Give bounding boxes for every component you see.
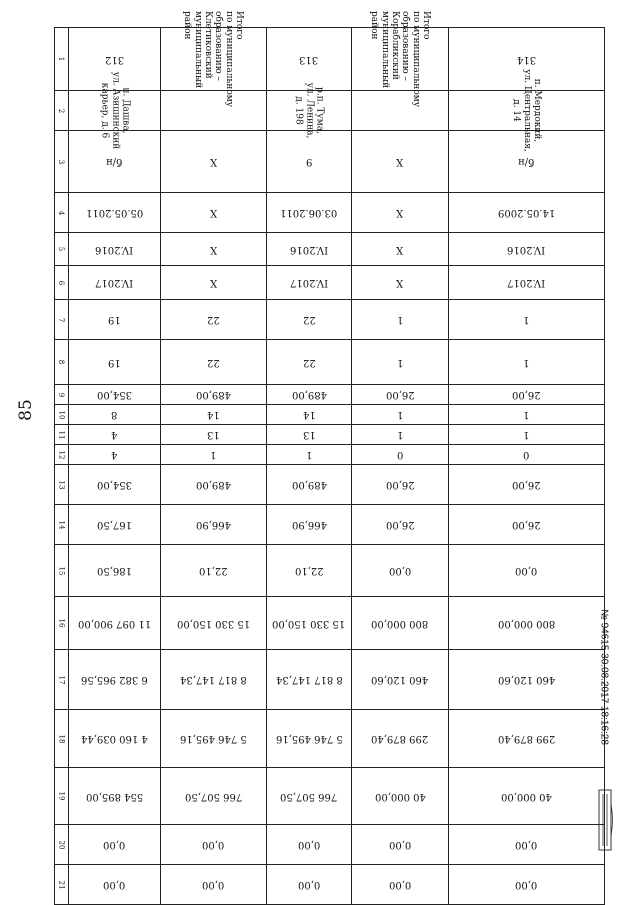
cell-value: 26,00 (385, 519, 415, 531)
cell-value: 1 (210, 449, 217, 461)
cell-value: X (396, 207, 404, 219)
cell-value: 0,00 (297, 839, 321, 851)
cell-value: 05.05.2011 (85, 207, 144, 219)
table-cell (449, 266, 605, 300)
table-cell (352, 545, 449, 597)
cell-value: IV.2017 (95, 277, 134, 289)
table-cell (449, 505, 605, 545)
table-cell (69, 465, 161, 505)
table-cell (449, 340, 605, 385)
table-cell (161, 425, 267, 445)
table-column-18 (55, 710, 605, 768)
cell-value: Итого по муниципальному образованию – Корабликский муниципальный район (369, 11, 432, 108)
cell-value: 26,00 (385, 479, 415, 491)
cell-value: 0,00 (202, 879, 225, 891)
table-cell (267, 445, 352, 465)
table-column-14 (55, 505, 605, 545)
table-cell (352, 266, 449, 300)
table-cell (161, 865, 267, 905)
cell-value: X (209, 207, 218, 219)
cell-value: 766 507,50 (280, 790, 338, 802)
table-cell (352, 865, 449, 905)
cell-value: 489,00 (291, 479, 327, 491)
table-cell (161, 193, 267, 233)
cell-value: 460 120,60 (497, 674, 556, 686)
cell-value: 0,00 (515, 879, 538, 891)
table-cell (69, 865, 161, 905)
cell-value: 14 (207, 409, 220, 421)
column-number: 19 (57, 791, 66, 801)
cell-value: 13 (302, 429, 316, 441)
cell-value: X (209, 243, 218, 255)
column-number: 6 (57, 280, 66, 285)
cell-value: 22 (207, 356, 220, 368)
table-cell (161, 465, 267, 505)
table-cell (267, 340, 352, 385)
column-number: 20 (57, 840, 66, 850)
table-cell (69, 71, 161, 150)
table-cell (449, 545, 605, 597)
table-cell (69, 425, 161, 445)
cell-value: б/н (106, 156, 123, 168)
table-cell (449, 710, 605, 768)
table-cell (352, 193, 449, 233)
table-cell (352, 340, 449, 385)
table-column-7 (55, 300, 605, 340)
column-number: 11 (57, 430, 66, 440)
cell-value: 9 (305, 156, 313, 168)
column-number: 2 (57, 108, 66, 113)
table-cell (449, 465, 605, 505)
cell-value: IV.2016 (95, 243, 134, 255)
table-cell (449, 425, 605, 445)
column-number-cell (55, 597, 69, 650)
cell-value: 167,50 (97, 519, 132, 531)
cell-value: 354,00 (97, 389, 132, 401)
table-cell (352, 425, 449, 445)
table-column-13 (55, 465, 605, 505)
column-number-cell (55, 710, 69, 768)
cell-value: 299 879,40 (497, 733, 556, 745)
cell-value: X (396, 156, 404, 168)
column-number-cell (55, 505, 69, 545)
table-cell (449, 193, 605, 233)
table-cell (449, 597, 605, 650)
table-column-4 (55, 193, 605, 233)
column-number-cell (55, 825, 69, 865)
table-cell (69, 710, 161, 768)
column-number: 21 (57, 880, 66, 890)
cell-value: 8 817 147,34 (180, 674, 247, 686)
table-column-5 (55, 233, 605, 266)
table-cell (161, 233, 267, 266)
column-number-cell (55, 445, 69, 465)
table-cell (267, 710, 352, 768)
table-column-15 (55, 545, 605, 597)
footer-stamp-text: № 94615 30.08.2017 18:16:28 (598, 609, 610, 745)
cell-value: 0,00 (297, 879, 321, 891)
table-cell (352, 465, 449, 505)
column-number-cell (55, 545, 69, 597)
cell-value: 4 (111, 449, 118, 461)
table-cell (267, 825, 352, 865)
cell-value: 0 (523, 449, 530, 461)
cell-value: 19 (108, 314, 121, 326)
column-number: 15 (57, 566, 66, 576)
table-column-17 (55, 650, 605, 710)
column-number: 12 (57, 450, 66, 460)
cell-value: 0 (396, 449, 404, 461)
cell-value: 800 000,00 (497, 617, 556, 629)
column-number-cell (55, 193, 69, 233)
column-number-cell (55, 385, 69, 405)
cell-value: 299 879,40 (371, 733, 429, 745)
cell-value: X (396, 243, 404, 255)
table-column-9 (55, 385, 605, 405)
cell-value: 8 (111, 409, 118, 421)
cell-value: 0,00 (103, 879, 126, 891)
cell-value: р.п. Тума, ул. Ленина, д. 198 (293, 82, 325, 139)
table-column-20 (55, 825, 605, 865)
cell-value: IV.2017 (507, 277, 546, 289)
table-cell (161, 505, 267, 545)
column-number-cell (55, 300, 69, 340)
column-number: 18 (57, 734, 66, 744)
column-number: 9 (57, 392, 66, 397)
table-cell (352, 768, 449, 825)
table-cell (161, 340, 267, 385)
table-cell (267, 865, 352, 905)
cell-value: 1 (523, 314, 530, 326)
table-cell (161, 445, 267, 465)
table-cell (352, 710, 449, 768)
table-cell (352, 11, 449, 108)
table-cell (267, 597, 352, 650)
column-number-cell (55, 340, 69, 385)
cell-value: 26,00 (512, 479, 541, 491)
cell-value: 15 330 150,00 (272, 617, 346, 629)
column-number: 4 (57, 210, 66, 215)
column-number: 7 (57, 317, 66, 322)
cell-value: X (209, 277, 218, 289)
table-cell (449, 233, 605, 266)
cell-value: 0,00 (388, 879, 412, 891)
table-cell (161, 710, 267, 768)
cell-value: 1 (523, 429, 530, 441)
table-cell (161, 768, 267, 825)
table-cell (267, 82, 352, 139)
cell-value: 0,00 (388, 839, 412, 851)
table-cell (267, 505, 352, 545)
table-cell (69, 825, 161, 865)
column-number-cell (55, 405, 69, 425)
cell-value: 0,00 (388, 565, 412, 577)
cell-value: 22 (207, 314, 220, 326)
cell-value: 312 (104, 53, 125, 65)
cell-value: 489,00 (196, 389, 231, 401)
table-cell (69, 340, 161, 385)
document-logo (597, 786, 615, 854)
data-table (54, 11, 605, 905)
cell-value: 314 (516, 53, 537, 65)
cell-value: 26,00 (512, 389, 541, 401)
table-cell (161, 650, 267, 710)
page-number: 85 (16, 399, 36, 421)
cell-value: 466,90 (291, 519, 327, 531)
table-cell (69, 597, 161, 650)
column-number-cell (55, 28, 69, 91)
table-cell (267, 385, 352, 405)
table-column-10 (55, 405, 605, 425)
cell-value: 1 (523, 356, 530, 368)
cell-value: 1 (396, 409, 404, 421)
cell-value: 489,00 (291, 389, 327, 401)
column-number-cell (55, 233, 69, 266)
table-cell (449, 69, 605, 152)
table-cell (449, 405, 605, 425)
cell-value: 766 507,50 (184, 790, 243, 802)
cell-value: 22,10 (294, 565, 324, 577)
column-number-cell (55, 131, 69, 193)
column-number-cell (55, 865, 69, 905)
cell-value: 4 160 039,44 (81, 733, 148, 745)
column-number: 13 (57, 480, 66, 490)
cell-value: 554 895,00 (85, 790, 144, 802)
cell-value: 489,00 (196, 479, 231, 491)
table-cell (161, 597, 267, 650)
column-number-cell (55, 768, 69, 825)
table-cell (352, 825, 449, 865)
table-cell (352, 233, 449, 266)
table-cell (449, 300, 605, 340)
table-cell (352, 505, 449, 545)
table-cell (352, 405, 449, 425)
cell-value: 186,50 (97, 565, 132, 577)
table-cell (161, 385, 267, 405)
table-cell (267, 300, 352, 340)
table-cell (267, 266, 352, 300)
column-number-cell (55, 465, 69, 505)
table-cell (69, 300, 161, 340)
table-cell (69, 545, 161, 597)
cell-value: 5 746 495,16 (275, 733, 343, 745)
table-cell (69, 193, 161, 233)
cell-value: 22 (302, 356, 316, 368)
cell-value: IV.2017 (289, 277, 329, 289)
table-column-16 (55, 597, 605, 650)
table-cell (449, 768, 605, 825)
cell-value: 313 (299, 53, 319, 65)
table-column-8 (55, 340, 605, 385)
table-cell (161, 825, 267, 865)
column-number-cell (55, 266, 69, 300)
cell-value: 22 (302, 314, 316, 326)
table-cell (267, 650, 352, 710)
cell-value: б/н (518, 156, 535, 168)
cell-value: 15 330 150,00 (176, 617, 251, 629)
column-number: 14 (57, 520, 66, 530)
table-cell (69, 266, 161, 300)
table-cell (267, 465, 352, 505)
table-cell (352, 597, 449, 650)
table-cell (449, 385, 605, 405)
cell-value: п. Мердокий, ул. Центральная, д. 14 (511, 69, 543, 152)
table-cell (69, 233, 161, 266)
table-cell (69, 650, 161, 710)
table-cell (449, 445, 605, 465)
footer-stamp (592, 572, 616, 782)
cell-value: 22,10 (199, 565, 228, 577)
cell-value: 40 000,00 (501, 790, 552, 802)
table-cell (69, 385, 161, 405)
cell-value: 0,00 (103, 839, 126, 851)
table-cell (449, 650, 605, 710)
cell-value: X (209, 156, 218, 168)
column-number: 16 (57, 618, 66, 628)
column-number: 3 (57, 159, 66, 164)
table-cell (69, 768, 161, 825)
table-cell (161, 300, 267, 340)
column-number-cell (55, 650, 69, 710)
cell-value: 1 (396, 429, 404, 441)
cell-value: 6 382 965,56 (81, 674, 148, 686)
cell-value: 5 746 495,16 (180, 733, 247, 745)
table-cell (449, 865, 605, 905)
table-cell (267, 28, 352, 91)
column-number: 10 (57, 410, 66, 420)
cell-value: 1 (305, 449, 313, 461)
cell-value: Итого по муниципальному образованию – Клетиковский муниципальный район (182, 11, 245, 108)
table-cell (352, 445, 449, 465)
table-cell (161, 131, 267, 193)
table-cell (449, 825, 605, 865)
cell-value: 26,00 (385, 389, 415, 401)
cell-value: 1 (396, 314, 404, 326)
cell-value: 03.06.2011 (280, 207, 338, 219)
table-cell (267, 768, 352, 825)
column-number-cell (55, 91, 69, 131)
cell-value: 466,90 (196, 519, 231, 531)
cell-value: 800 000,00 (371, 617, 429, 629)
column-number: 8 (57, 359, 66, 365)
cell-value: 0,00 (515, 565, 538, 577)
table-cell (161, 405, 267, 425)
column-number: 17 (57, 675, 66, 685)
table-cell (69, 405, 161, 425)
table-cell (352, 300, 449, 340)
cell-value: 13 (207, 429, 220, 441)
table-cell (267, 425, 352, 445)
cell-value: 0,00 (202, 839, 225, 851)
table-cell (267, 545, 352, 597)
cell-value: 14.05.2009 (497, 207, 556, 219)
table-cell (69, 445, 161, 465)
cell-value: 8 817 147,34 (275, 674, 343, 686)
cell-value: IV.2016 (507, 243, 546, 255)
cell-value: 14 (302, 409, 316, 421)
cell-value: 354,00 (97, 479, 132, 491)
cell-value: 460 120,60 (371, 674, 429, 686)
column-number: 5 (57, 246, 66, 252)
table-cell (267, 233, 352, 266)
table-column-2 (55, 91, 605, 131)
cell-value: 0,00 (515, 839, 538, 851)
cell-value: 40 000,00 (374, 790, 426, 802)
table-cell (69, 505, 161, 545)
cell-value: 19 (108, 356, 121, 368)
table-cell (352, 131, 449, 193)
cell-value: 1 (523, 409, 530, 421)
cell-value: 26,00 (512, 519, 541, 531)
cell-value: п. Дашва, ул. Азишинский карьер, д. 6 (99, 71, 131, 150)
table-column-12 (55, 445, 605, 465)
table-column-21 (55, 865, 605, 905)
table-cell (352, 650, 449, 710)
table-column-19 (55, 768, 605, 825)
table-cell (161, 545, 267, 597)
table-cell (267, 131, 352, 193)
table-column-6 (55, 266, 605, 300)
cell-value: 4 (111, 429, 118, 441)
cell-value: X (396, 277, 404, 289)
column-number-cell (55, 425, 69, 445)
table-cell (161, 266, 267, 300)
table-cell (352, 385, 449, 405)
table-cell (267, 405, 352, 425)
cell-value: 11 097 900,00 (77, 617, 152, 629)
cell-value: 1 (396, 356, 404, 368)
column-number: 1 (57, 56, 66, 62)
table-column-11 (55, 425, 605, 445)
table-cell (267, 193, 352, 233)
table-cell (161, 11, 267, 108)
cell-value: IV.2016 (289, 243, 329, 255)
